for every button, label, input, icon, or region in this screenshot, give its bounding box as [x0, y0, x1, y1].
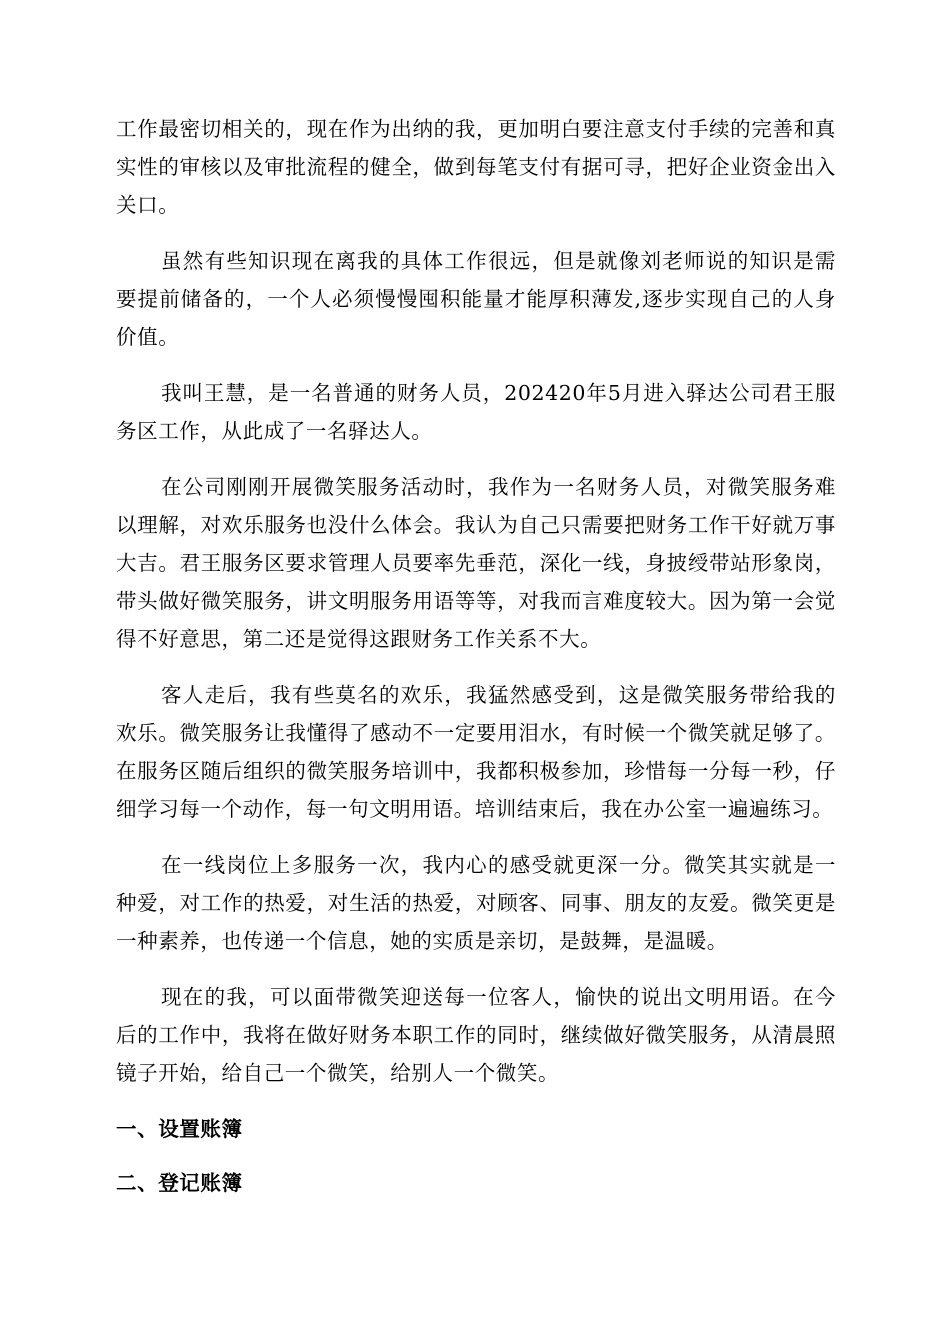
paragraph-6: 在一线岗位上多服务一次，我内心的感受就更深一分。微笑其实就是一种爱，对工作的热爱，对生活的热爱，对顾客、同事、朋友的友爱。微笑更是一种素养，也传递一个信息，她的实质是亲切，是鼓舞，是温暖。 — [116, 853, 836, 953]
paragraph-4: 在公司刚刚开展微笑服务活动时，我作为一名财务人员，对微笑服务难以理解，对欢乐服务也没什么体会。我认为自己只需要把财务工作干好就万事大吉。君王服务区要求管理人员要率先垂范，深化一线，身披绶带站形象岗，带头做好微笑服务，讲文明服务用语等等，对我而言难度较大。因为第一会觉得不好意思，第二还是觉得这跟财务工作关系不大。 — [116, 475, 836, 651]
section-heading-1: 一、设置账簿 — [116, 1117, 243, 1141]
paragraph-7: 现在的我，可以面带微笑迎送每一位客人，愉快的说出文明用语。在今后的工作中，我将在做好财务本职工作的同时，继续做好微笑服务，从清晨照镜子开始，给自己一个微笑，给别人一个微笑。 — [116, 985, 836, 1085]
paragraph-5: 客人走后，我有些莫名的欢乐，我猛然感受到，这是微笑服务带给我的欢乐。微笑服务让我懂得了感动不一定要用泪水，有时候一个微笑就足够了。在服务区随后组织的微笑服务培训中，我都积极参加，珍惜每一分每一秒，仔细学习每一个动作，每一句文明用语。培训结束后，我在办公室一遍遍练习。 — [116, 683, 836, 821]
paragraph-2: 虽然有些知识现在离我的具体工作很远，但是就像刘老师说的知识是需要提前储备的，一个人必须慢慢囤积能量才能厚积薄发,逐步实现自己的人身价值。 — [116, 249, 836, 349]
section-heading-2: 二、登记账簿 — [116, 1171, 243, 1195]
document-page — [116, 110, 836, 1218]
paragraph-3: 我叫王慧，是一名普通的财务人员，202420年5月进入驿达公司君王服务区工作，从此成了一名驿达人。 — [116, 381, 836, 443]
paragraph-1: 工作最密切相关的，现在作为出纳的我，更加明白要注意支付手续的完善和真实性的审核以及审批流程的健全，做到每笔支付有据可寻，把好企业资金出入关口。 — [116, 117, 836, 217]
